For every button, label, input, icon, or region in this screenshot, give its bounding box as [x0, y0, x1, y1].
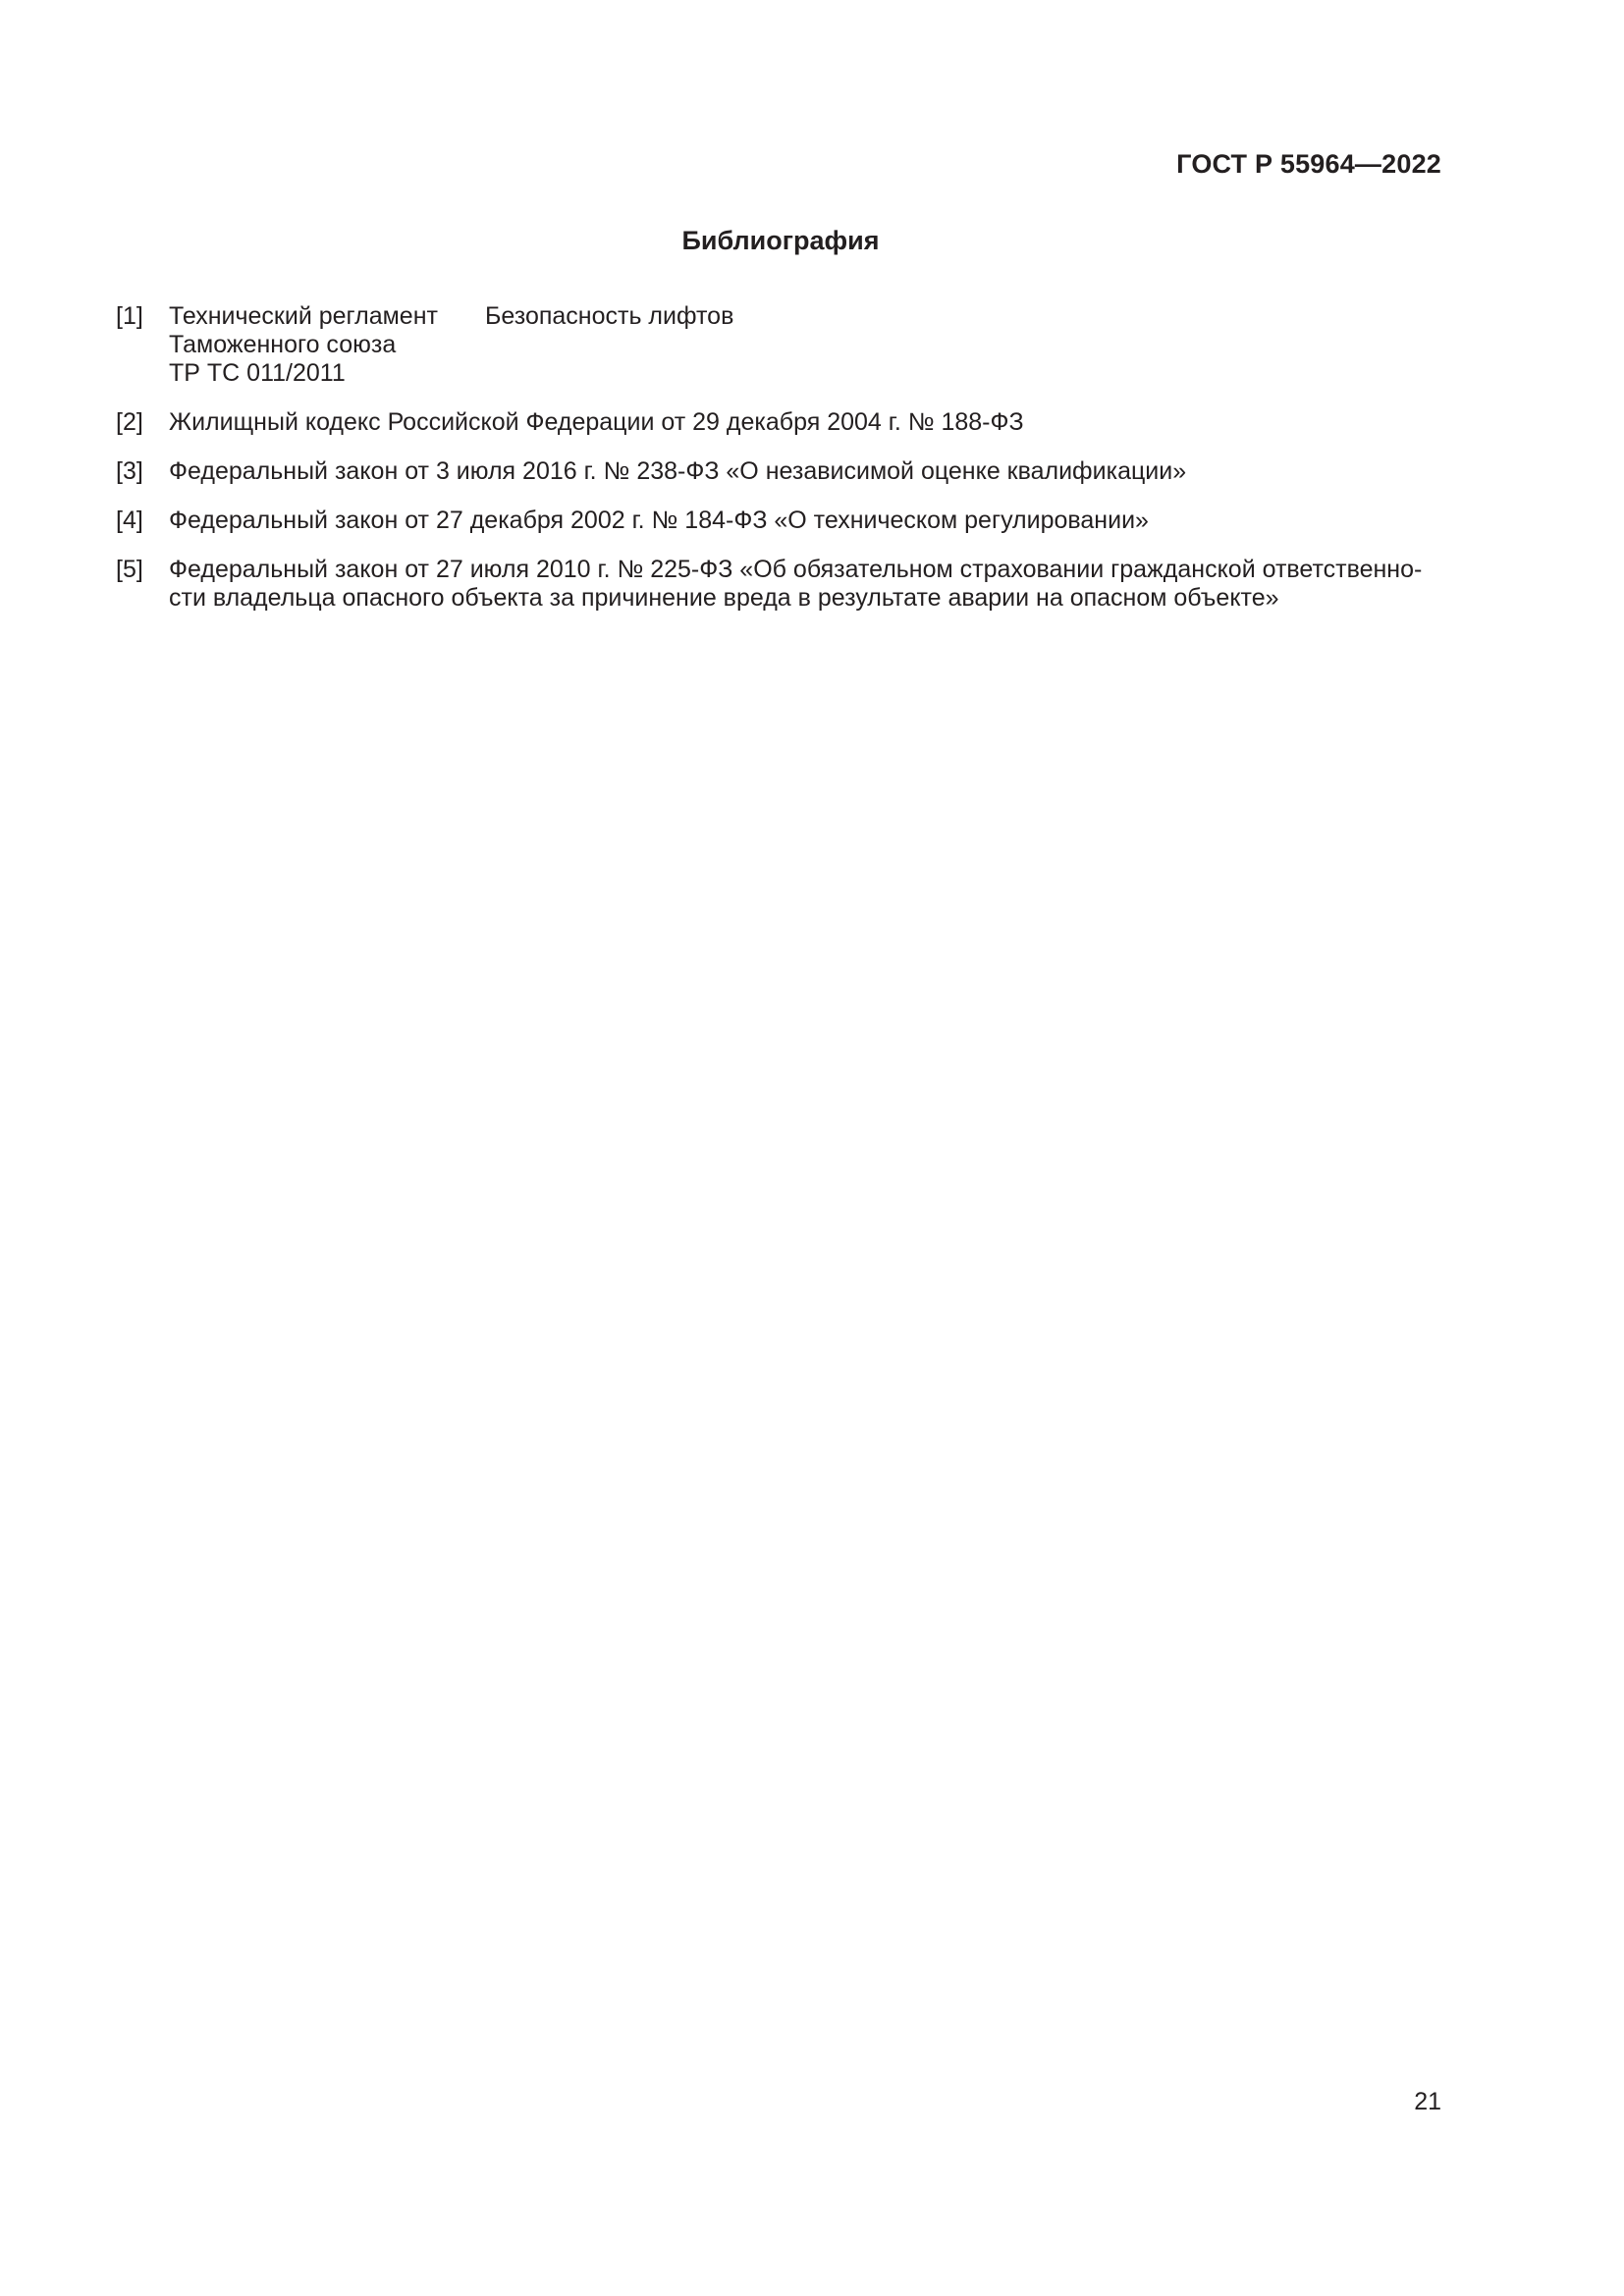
- bibliography-entry: [116, 556, 1446, 613]
- entry-text-line: сти владельца опасного объекта за причинение вреда в результате аварии на опасном объекте»: [169, 584, 1279, 612]
- entry-text: [169, 556, 1446, 613]
- bibliography-entry: [116, 457, 1446, 486]
- entry-number: [2]: [116, 408, 143, 436]
- bibliography-list: [116, 302, 1446, 633]
- bibliography-entry: [116, 507, 1446, 535]
- entry-text-line: Федеральный закон от 27 июля 2010 г. № 225-ФЗ «Об обязательном страховании гражданской ответственно-: [169, 556, 1423, 583]
- entry-text: Федеральный закон от 27 декабря 2002 г. № 184-ФЗ «О техническом регулировании»: [169, 507, 1149, 534]
- entry-number: [4]: [116, 507, 143, 534]
- bibliography-entry: [116, 302, 1446, 388]
- document-code: ГОСТ Р 55964—2022: [1176, 149, 1441, 179]
- entry-designation-line: Таможенного союза: [169, 331, 397, 358]
- entry-number: [3]: [116, 457, 143, 485]
- bibliography-entry: [116, 408, 1446, 437]
- entry-body: [169, 302, 1446, 388]
- entry-title: Безопасность лифтов: [485, 302, 734, 330]
- entry-number: [1]: [116, 302, 143, 330]
- entry-designation-line: Технический регламент: [169, 302, 438, 330]
- entry-text: Жилищный кодекс Российской Федерации от 29 декабря 2004 г. № 188-ФЗ: [169, 408, 1024, 436]
- bibliography-title: Библиография: [681, 226, 880, 255]
- entry-designation: [169, 302, 485, 388]
- entry-text: Федеральный закон от 3 июля 2016 г. № 238-ФЗ «О независимой оценке квалификации»: [169, 457, 1187, 485]
- entry-designation-line: ТР ТС 011/2011: [169, 359, 346, 387]
- entry-number: [5]: [116, 556, 143, 583]
- page-number: 21: [1414, 2088, 1441, 2115]
